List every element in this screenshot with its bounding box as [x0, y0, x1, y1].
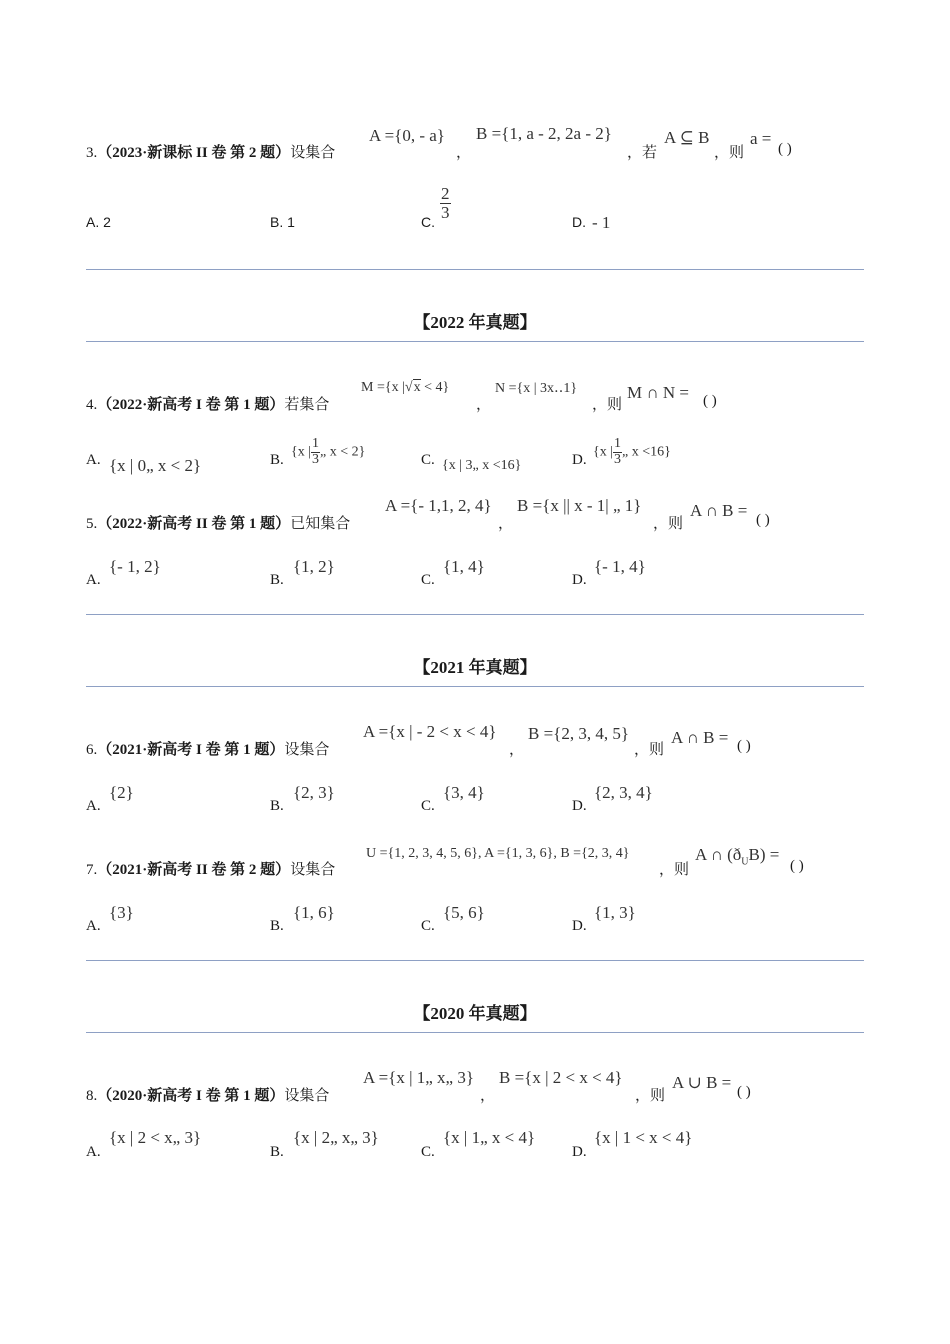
section-heading-2021: 【2021 年真题】	[413, 658, 537, 677]
question-source: （2022·新高考 II 卷 第 1 题）	[97, 516, 291, 532]
option-d-label: D.	[572, 1144, 587, 1160]
set-b-expression: B ={x || x - 1| „ 1}	[517, 496, 642, 515]
condition-expression: A ⊆ B	[664, 128, 710, 147]
fraction-denominator: 3	[441, 202, 450, 222]
divider	[86, 341, 864, 342]
answer-paren: ( )	[778, 141, 792, 157]
option-b-value: {x | $\frac{1}{3}$ „ x < 2}	[291, 436, 366, 467]
question-text: 若集合	[284, 397, 330, 413]
option-c-value: {x | 1„ x < 4}	[443, 1128, 536, 1147]
ask-expression: A ∩ B =	[690, 501, 748, 520]
option-b-label: B.	[270, 918, 284, 934]
option-a-label: A.	[86, 572, 101, 588]
section-heading-2022: 【2022 年真题】	[413, 313, 537, 332]
ask-prefix: ，则	[635, 1088, 666, 1104]
set-a-expression: A ={x | 1„ x„ 3}	[363, 1068, 474, 1087]
set-a-expression: A ={- 1,1, 2, 4}	[385, 496, 492, 515]
question-source: （2020·新高考 I 卷 第 1 题）	[97, 1088, 285, 1104]
option-d-label: D.	[572, 452, 587, 468]
ask-prefix: ，则	[714, 145, 745, 161]
option-b: B. 1	[270, 214, 295, 230]
option-a-label: A.	[86, 918, 101, 934]
option-c-fraction	[440, 185, 451, 222]
question-text: 设集合	[284, 742, 330, 758]
option-a-value: {x | 2 < x„ 3}	[109, 1128, 202, 1147]
fraction-numerator: 2	[441, 184, 450, 203]
option-a-label: A.	[86, 452, 101, 468]
ask-prefix: ，则	[634, 742, 665, 758]
option-d-value: {x | $\frac{1}{3}$ „ x <16}	[593, 436, 671, 467]
option-c-label: C.	[421, 1144, 435, 1160]
option-c-label: C.	[421, 572, 435, 588]
separator: ，	[476, 397, 492, 413]
set-b-expression: B ={1, a - 2, 2a - 2}	[476, 124, 612, 143]
sqrt-symbol: √	[404, 380, 413, 395]
answer-paren: ( )	[756, 512, 770, 528]
option-c-label: C.	[421, 918, 435, 934]
option-b-label: B.	[270, 1144, 284, 1160]
option-d-label: D.	[572, 918, 587, 934]
option-d-value: {x | 1 < x < 4}	[594, 1128, 693, 1147]
question-number: 6.	[86, 742, 98, 758]
set-a-expression: A ={0, - a}	[369, 126, 445, 145]
option-a-value: {3}	[109, 903, 134, 922]
question-number: 3.	[86, 145, 98, 161]
option-d-value: {- 1, 4}	[594, 557, 646, 576]
question-text: 设集合	[284, 1088, 330, 1104]
option-b-label: B.	[270, 798, 284, 814]
option-b-label: B.	[270, 572, 284, 588]
ask-expression: A ∩ B =	[671, 728, 729, 747]
option-c-label: C.	[421, 452, 435, 468]
option-d-value: {1, 3}	[594, 903, 636, 922]
ask-expression: M ∩ N =	[627, 383, 690, 402]
answer-paren: ( )	[790, 858, 804, 874]
condition-prefix: ，若	[627, 145, 658, 161]
set-b-expression: B ={2, 3, 4, 5}	[528, 724, 629, 743]
option-a-label: A.	[86, 798, 101, 814]
ask-prefix: ，则	[592, 397, 623, 413]
question-number: 5.	[86, 516, 98, 532]
question-3-stem	[86, 141, 335, 162]
separator: ，	[498, 516, 514, 532]
set-a-expression: A ={x | - 2 < x < 4}	[363, 722, 497, 741]
option-c-value: {1, 4}	[443, 557, 485, 576]
question-8-stem	[86, 1084, 329, 1105]
separator: ，	[509, 742, 525, 758]
set-m-expression: M ={x |√x < 4}	[361, 380, 450, 395]
set-b-expression: B ={x | 2 < x < 4}	[499, 1068, 623, 1087]
option-a-value: {x | 0„ x < 2}	[109, 456, 202, 475]
section-heading-2020: 【2020 年真题】	[413, 1004, 537, 1023]
option-a-label: A.	[86, 1144, 101, 1160]
sets-expression: U ={1, 2, 3, 4, 5, 6}, A ={1, 3, 6}, B ={2, 3, 4}	[366, 846, 630, 861]
divider	[86, 686, 864, 687]
option-d-label: D.	[572, 572, 587, 588]
question-source: （2021·新高考 II 卷 第 2 题）	[97, 862, 291, 878]
option-d-value: - 1	[592, 213, 611, 232]
question-7-stem	[86, 858, 335, 879]
option-a-value: {- 1, 2}	[109, 557, 161, 576]
option-c-label: C.	[421, 214, 435, 230]
divider	[86, 614, 864, 615]
separator: ，	[456, 145, 472, 161]
option-b-value: {1, 2}	[293, 557, 335, 576]
divider	[86, 1032, 864, 1033]
option-a-value: {2}	[109, 783, 134, 802]
question-text: 已知集合	[290, 516, 351, 532]
ask-expression: A ∩ $(ð_UB)$ =	[695, 845, 780, 868]
ask-expression: a =	[750, 129, 772, 148]
question-number: 4.	[86, 397, 98, 413]
question-source: （2021·新高考 I 卷 第 1 题）	[97, 742, 285, 758]
ask-expression: A ∪ B =	[672, 1073, 732, 1092]
divider	[86, 960, 864, 961]
option-d-value: {2, 3, 4}	[594, 783, 653, 802]
option-b-value: {x | 2„ x„ 3}	[293, 1128, 379, 1147]
ask-prefix: ，则	[653, 516, 684, 532]
option-b-value: {2, 3}	[293, 783, 335, 802]
option-d-label: D.	[572, 798, 587, 814]
question-number: 8.	[86, 1088, 98, 1104]
question-number: 7.	[86, 862, 98, 878]
question-6-stem	[86, 738, 329, 759]
question-text: 设集合	[290, 145, 336, 161]
question-source: （2023·新课标 II 卷 第 2 题）	[97, 145, 291, 161]
option-d-label: D.	[572, 214, 586, 230]
option-b-label: B.	[270, 452, 284, 468]
question-5-stem	[86, 512, 350, 533]
set-n-expression: N ={x | 3x‥1}	[495, 381, 578, 396]
divider	[86, 269, 864, 270]
option-c-value: {x | 3„ x <16}	[442, 458, 522, 473]
option-a: A. 2	[86, 214, 111, 230]
option-c-value: {3, 4}	[443, 783, 485, 802]
separator: ，	[480, 1088, 496, 1104]
option-c-label: C.	[421, 798, 435, 814]
question-text: 设集合	[290, 862, 336, 878]
answer-paren: ( )	[737, 1084, 751, 1100]
option-b-value: {1, 6}	[293, 903, 335, 922]
ask-prefix: ，则	[659, 862, 690, 878]
option-c-value: {5, 6}	[443, 903, 485, 922]
answer-paren: ( )	[737, 738, 751, 754]
answer-paren: ( )	[703, 393, 717, 409]
question-source: （2022·新高考 I 卷 第 1 题）	[97, 397, 285, 413]
question-4-stem	[86, 393, 329, 414]
